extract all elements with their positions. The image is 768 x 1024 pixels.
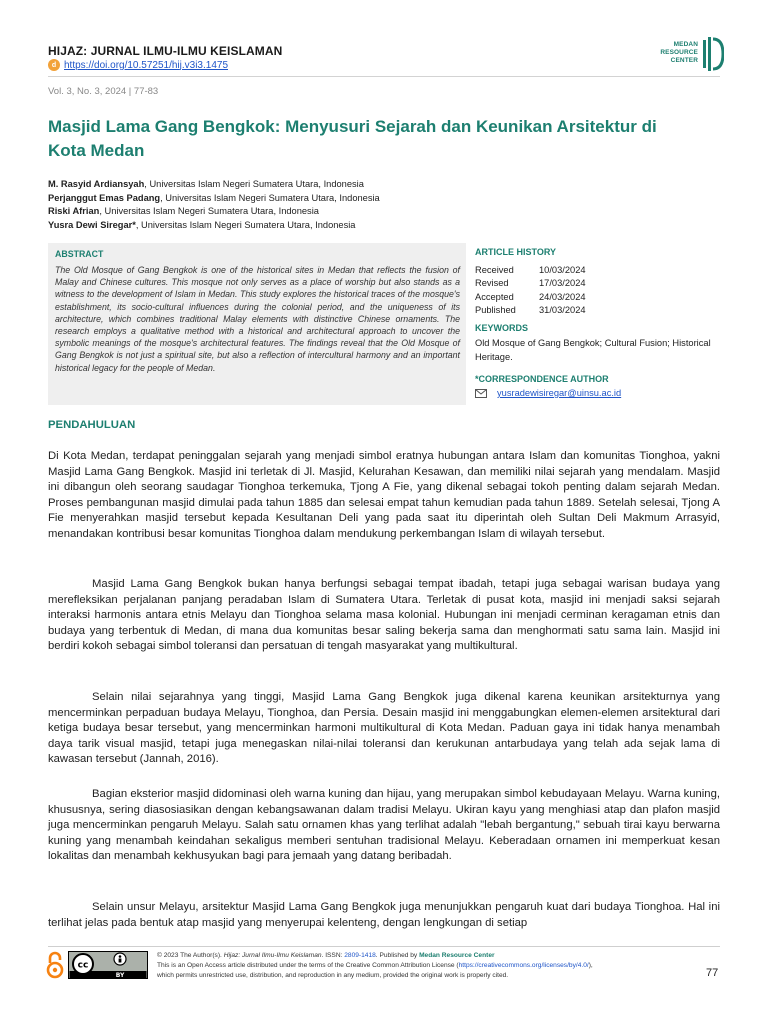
- license-line-3: which permits unrestricted use, distribution, and reproduction in any medium, provided the original work is properly cited.: [157, 972, 509, 979]
- body-paragraph: Masjid Lama Gang Bengkok bukan hanya berfungsi sebagai tempat ibadah, tetapi juga sebagai warisan budaya yang merefleksikan perjalanan panjang peradaban Islam di Sumatera Utara. Terletak di pusat kota, masjid ini menjadi saksi sejarah interaksi harmonis antara etnis Melayu dan Tionghoa selama masa kolonial. Hubungan ini menjadi cerminan keragaman etnis dan budaya yang terbentuk di Medan, di mana dua komunitas besar saling bekerja sama dan menghormati satu sama lain. Masjid ini berdiri kokoh sebagai simbol toleransi dan persatuan di tengah masyarakat yang multikultural.: [48, 578, 720, 653]
- author-line: Yusra Dewi Siregar*, Universitas Islam Negeri Sumatera Utara, Indonesia: [48, 219, 356, 230]
- article-history-heading: ARTICLE HISTORY: [475, 247, 557, 257]
- author-line: Perjanggut Emas Padang, Universitas Islam Negeri Sumatera Utara, Indonesia: [48, 192, 380, 203]
- mail-icon: [475, 389, 487, 398]
- history-row: Published 31/03/2024: [475, 305, 586, 316]
- abstract-box: [48, 243, 466, 405]
- article-title: Masjid Lama Gang Bengkok: Menyusuri Sejarah dan Keunikan Arsitektur di Kota Medan: [48, 117, 657, 160]
- article-history-table: [475, 264, 586, 318]
- license-link[interactable]: https://creativecommons.org/licenses/by/4.0/: [458, 962, 589, 969]
- page-number: 77: [706, 967, 719, 979]
- history-row: Accepted 24/03/2024: [475, 291, 586, 302]
- body-paragraph: Selain unsur Melayu, arsitektur Masjid Lama Gang Bengkok juga menunjukkan pengaruh kuat dari budaya Tionghoa. Hal ini terlihat jelas pada bentuk atap masjid yang menyerupai kelenteng, dengan lengkungan di setiap: [48, 901, 720, 929]
- volume-info: Vol. 3, No. 3, 2024 | 77-83: [48, 86, 159, 97]
- correspondence-email[interactable]: yusradewisiregar@uinsu.ac.id: [497, 388, 622, 398]
- svg-text:cc: cc: [77, 960, 89, 971]
- doi-icon: d: [48, 59, 60, 71]
- journal-title: HIJAZ: JURNAL ILMU-ILMU KEISLAMAN: [48, 44, 283, 58]
- open-access-icon: [46, 951, 64, 979]
- body-paragraph: Selain nilai sejarahnya yang tinggi, Masjid Lama Gang Bengkok juga dikenal karena keunikan arsitekturnya yang mencerminkan perpaduan budaya Melayu, Tionghoa, dan Persia. Desain masjid ini menggabungkan elemen-elemen arsitektural dari ketiga budaya besar tersebut, yang mencerminkan harmoni multikultural di Kota Medan. Paduan gaya ini tidak hanya menambah daya tarik visual masjid, tetapi juga menegaskan nilai-nilai toleransi dan kerukunan antarbudaya yang telah ada sejak lama di kawasan tersebut (Jannah, 2016).: [48, 691, 720, 766]
- correspondence-heading: *CORRESPONDENCE AUTHOR: [475, 374, 609, 384]
- cc-by-icon: [68, 951, 148, 979]
- publisher-logo-icon: [702, 36, 724, 72]
- publisher-logo: [652, 36, 724, 72]
- issn-link[interactable]: 2809-1418: [344, 952, 376, 959]
- footer-divider: [48, 946, 720, 947]
- keywords-heading: KEYWORDS: [475, 323, 529, 333]
- history-row: Received 10/03/2024: [475, 265, 586, 275]
- body-paragraph: Bagian eksterior masjid didominasi oleh warna kuning dan hijau, yang merupakan simbol kebudayaan Melayu. Warna kuning, khususnya, sering diasosiasikan dengan kebangsawanan dalam tradisi Melayu. Ukiran kayu yang menghiasi atap dan plafon masjid juga mencerminkan pengaruh Melayu. Salah satu ornamen khas yang terlihat adalah "lebah bergantung," sebuah tirai kayu berwarna kuning yang menambah keindahan sekaligus memberi sentuhan tradisional Melayu. Keberadaan ornamen ini memperkuat kesan lokalitas dan menambah kekhusyukan bagi para jemaah yang datang beribadah.: [48, 788, 720, 863]
- abstract-text: The Old Mosque of Gang Bengkok is one of the historical sites in Medan that reflects the fusion of Malay and Chinese cultures. This mosque not only serves as a place of worship but also stands as a witness to the development of Islam in Medan. This study explores the historical traces of the mosque's establishment, its socio-cultural influences during the colonial period, and the uniqueness of its architecture, which combines traditional Malay elements with distinctive Chinese ornaments. The research employs a qualitative method with a historical and architectural approach to uncover the symbolic meanings of the mosque's architectural features. The findings reveal that the Old Mosque of Gang Bengkok is not just a spiritual site, but also a reflection of intercultural harmony and an important historical legacy for the people of Medan.: [55, 265, 460, 373]
- publisher-link[interactable]: Medan Resource Center: [419, 952, 495, 959]
- license-text: [157, 951, 697, 981]
- header-divider: [48, 76, 720, 77]
- keywords-text: Old Mosque of Gang Bengkok; Cultural Fusion; Historical Heritage.: [475, 338, 711, 362]
- publisher-logo-text: MEDAN RESOURCE CENTER: [660, 41, 698, 64]
- cc-by-label: BY: [115, 972, 125, 979]
- correspondence-row: [475, 388, 621, 398]
- author-list: [48, 178, 380, 232]
- abstract-heading: ABSTRACT: [55, 249, 104, 259]
- author-line: M. Rasyid Ardiansyah, Universitas Islam Negeri Sumatera Utara, Indonesia: [48, 179, 364, 189]
- doi-row: [48, 58, 228, 72]
- license-line-1: © 2023 The Author(s). Hijaz: Jurnal Ilmu-Ilmu Keislaman. ISSN: 2809-1418. Published by Medan Resource Center: [157, 952, 495, 959]
- license-line-2: This is an Open Access article distributed under the terms of the Creative Common Attribution License (https://creativecommons.org/licenses/by/4.0/),: [157, 962, 593, 969]
- history-row: Revised 17/03/2024: [475, 278, 586, 289]
- section-heading: PENDAHULUAN: [48, 419, 136, 431]
- author-line: Riski Afrian, Universitas Islam Negeri Sumatera Utara, Indonesia: [48, 206, 319, 216]
- body-paragraph: Di Kota Medan, terdapat peninggalan sejarah yang menjadi simbol eratnya hubungan antara Islam dan komunitas Tionghoa, yakni Masjid Lama Gang Bengkok. Masjid ini terletak di Jl. Masjid, Kelurahan Kesawan, dan memiliki nilai sejarah yang mendalam. Masjid ini dibangun oleh seorang saudagar Tionghoa terkemuka, Tjong A Fie, yang dikenal sebagai tokoh penting dalam sejarah Medan. Proses pembangunan masjid dimulai pada tahun 1885 dan selesai empat tahun kemudian pada tahun 1889. Setelah selesai, Tjong A Fie menyerahkan masjid tersebut kepada Kesultanan Deli yang pada saat itu diperintah oleh Sultan Deli Makmum Arrasyid, menandakan kontribusi besar komunitas Tionghoa dalam mendukung perkembangan Islam di wilayah tersebut.: [48, 450, 720, 540]
- doi-link[interactable]: https://doi.org/10.57251/hij.v3i3.1475: [64, 59, 229, 71]
